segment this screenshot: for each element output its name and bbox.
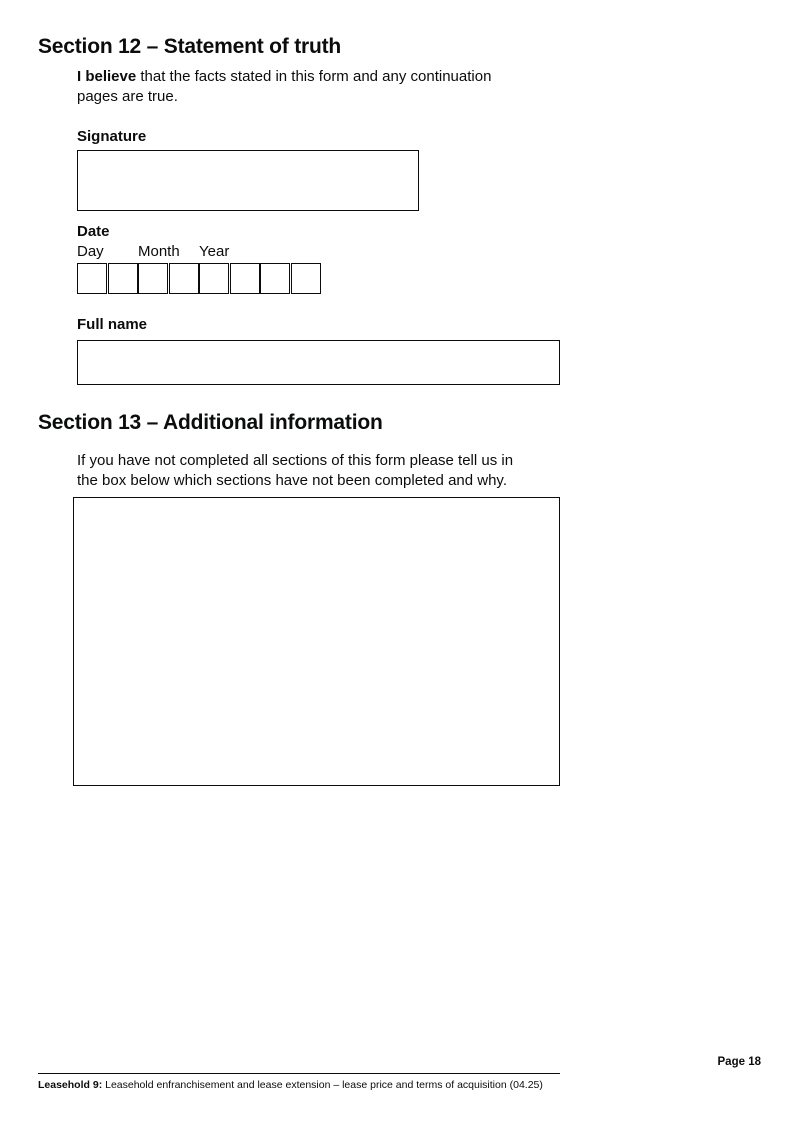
signature-label: Signature: [77, 128, 147, 145]
year-label: Year: [199, 243, 230, 260]
footer-form-title: [38, 1079, 543, 1091]
month-label: Month: [138, 243, 180, 260]
full-name-field[interactable]: [77, 340, 560, 385]
signature-field[interactable]: [77, 150, 419, 211]
month-digit-1-input[interactable]: [138, 263, 168, 294]
statement-of-truth-text: [77, 67, 557, 107]
date-label: Date: [77, 223, 110, 240]
form-name: Leasehold 9:: [38, 1079, 103, 1091]
belief-bold-text: I believe: [77, 68, 137, 85]
instruction-line-1: If you have not completed all sections of this form please tell us in: [77, 452, 514, 469]
instruction-line-2: the box below which sections have not been completed and why.: [77, 472, 507, 489]
date-input-group: [77, 263, 321, 294]
page-number: Page 18: [717, 1056, 761, 1068]
full-name-label: Full name: [77, 316, 148, 333]
section-12-heading: Section 12 – Statement of truth: [38, 35, 342, 58]
section-13-heading: Section 13 – Additional information: [38, 411, 383, 434]
belief-line-2: pages are true.: [77, 88, 178, 105]
additional-info-textarea[interactable]: [73, 497, 560, 786]
year-digit-4-input[interactable]: [291, 263, 321, 294]
belief-rest-text: that the facts stated in this form and any continuation: [136, 68, 492, 85]
day-digit-2-input[interactable]: [108, 263, 138, 294]
year-digit-3-input[interactable]: [260, 263, 290, 294]
day-digit-1-input[interactable]: [77, 263, 107, 294]
footer-divider: [38, 1073, 560, 1074]
additional-info-instructions: [77, 451, 567, 491]
form-description: Leasehold enfranchisement and lease extension – lease price and terms of acquisition (04.25): [102, 1079, 543, 1091]
year-digit-2-input[interactable]: [230, 263, 260, 294]
day-label: Day: [77, 243, 104, 260]
year-digit-1-input[interactable]: [199, 263, 229, 294]
month-digit-2-input[interactable]: [169, 263, 199, 294]
